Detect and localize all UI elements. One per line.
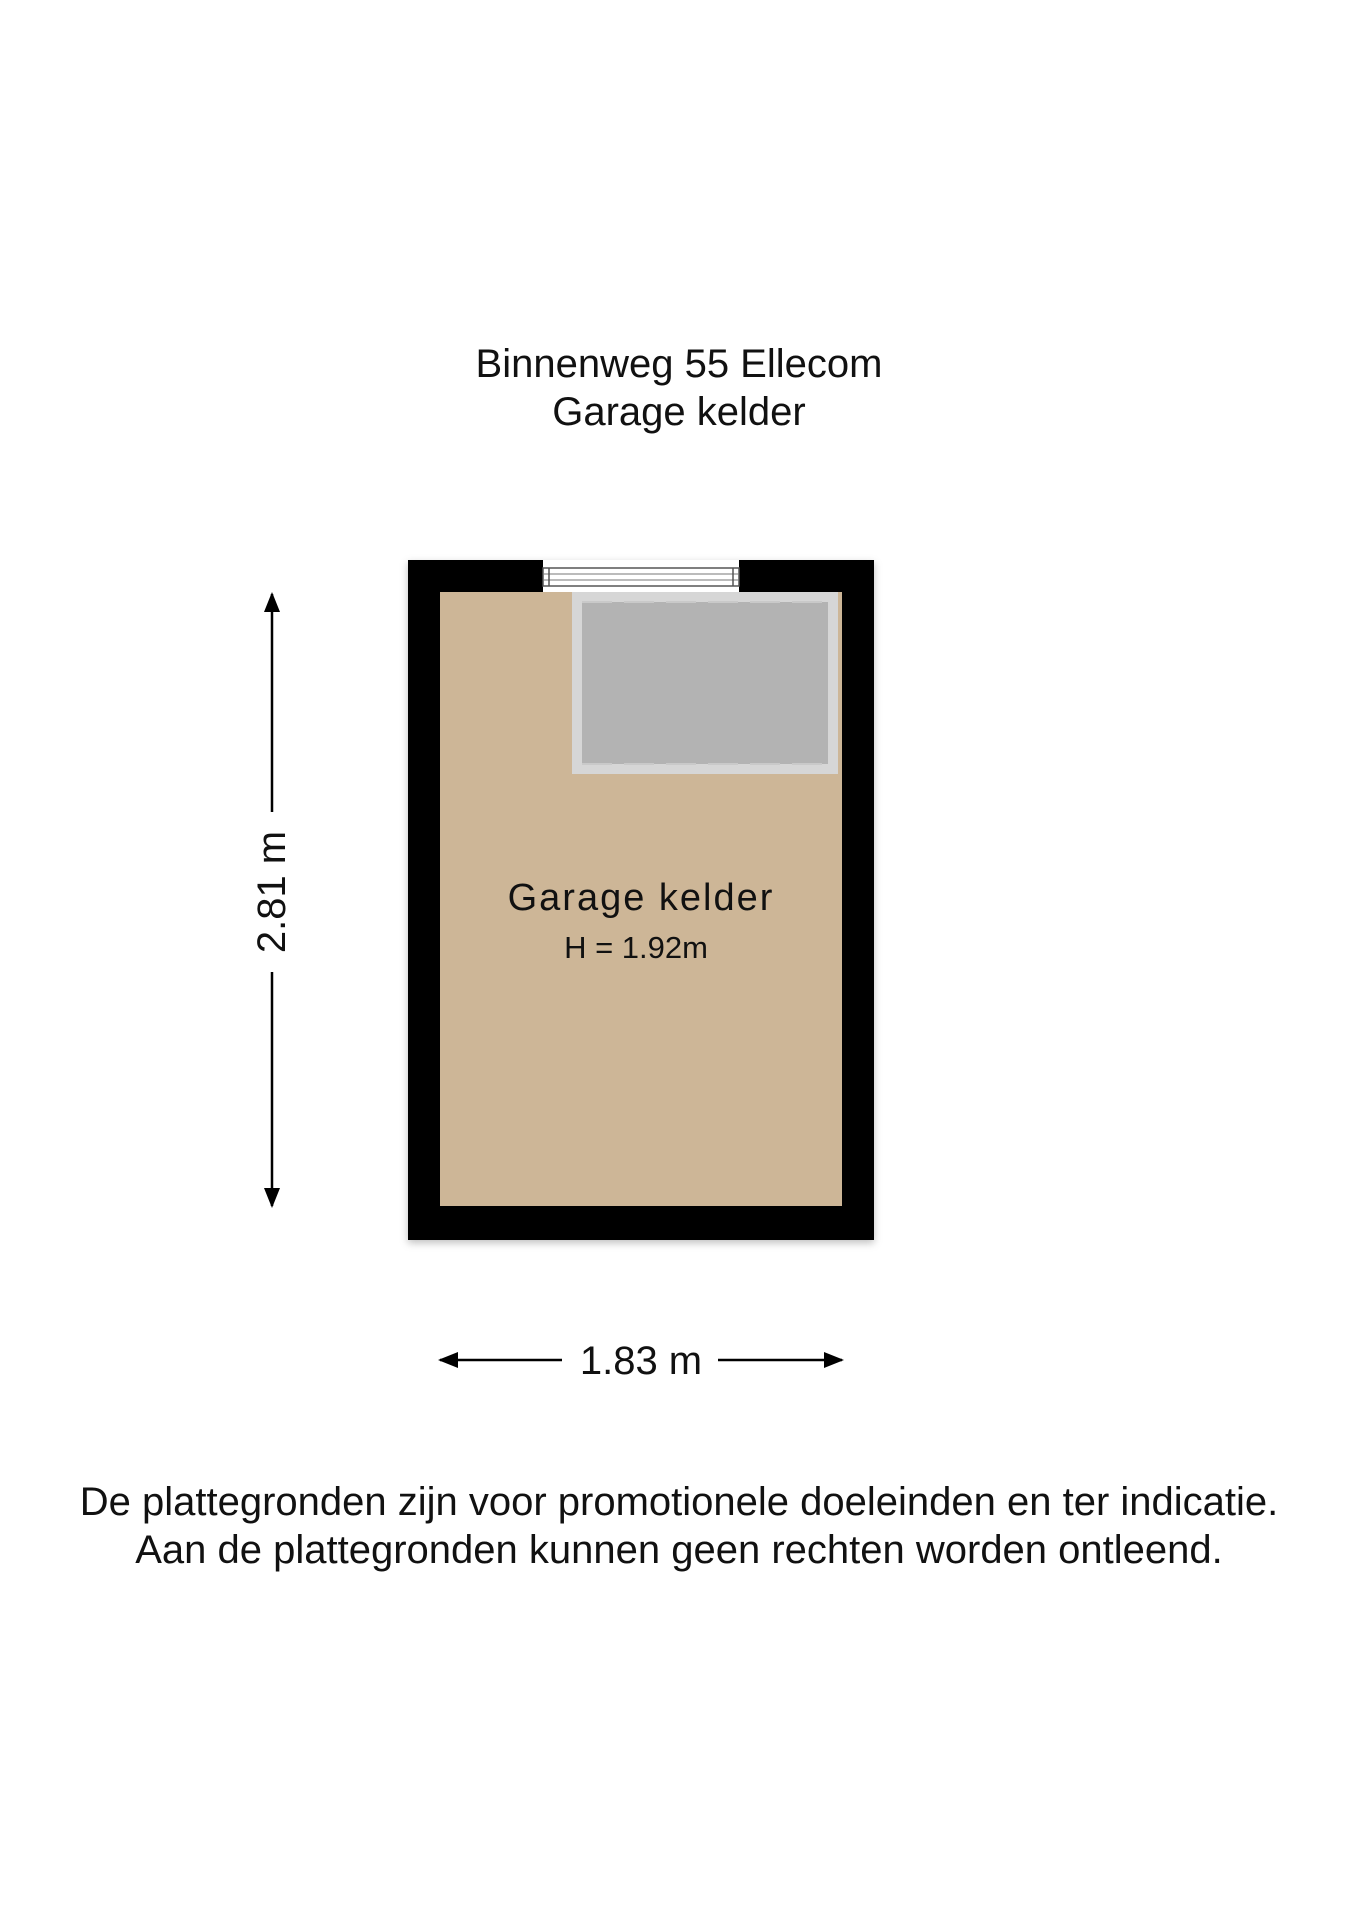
floor-title: Garage kelder	[552, 390, 806, 434]
grey-platform	[572, 592, 838, 774]
disclaimer-line-2: Aan de plattegronden kunnen geen rechten worden ontleend.	[135, 1528, 1223, 1572]
disclaimer-line-1: De plattegronden zijn voor promotionele doeleinden en ter indicatie.	[79, 1480, 1279, 1524]
room-height-label: H = 1.92m	[564, 930, 708, 965]
address-title: Binnenweg 55 Ellecom	[475, 342, 883, 386]
width-dimension-label: 1.83 m	[579, 1339, 703, 1383]
disclaimer	[0, 1478, 1358, 1574]
room-name-label: Garage kelder	[507, 877, 775, 919]
length-dimension-label: 2.81 m	[250, 830, 294, 954]
window	[543, 560, 739, 592]
